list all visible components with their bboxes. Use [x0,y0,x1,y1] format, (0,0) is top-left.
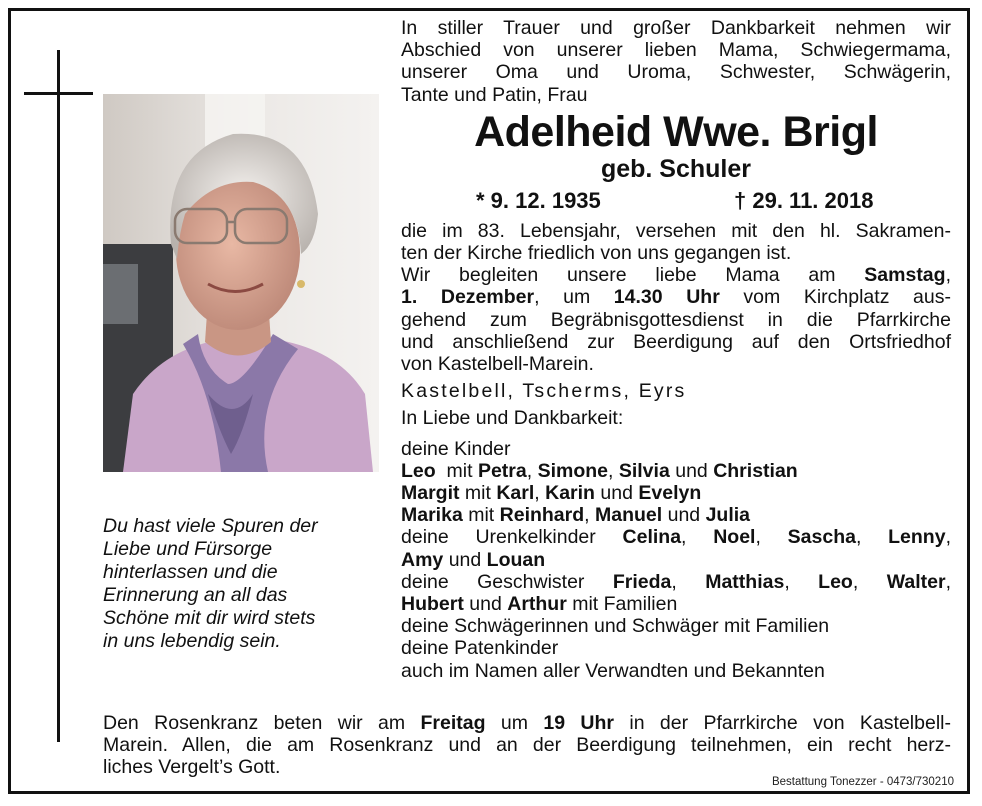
family-line: auch im Namen aller Verwandten und Bekannten [401,659,825,682]
relative-name: Amy [401,548,444,571]
children-label: deine Kinder [401,437,511,460]
great-grandchildren-label: deine Urenkelkinder [401,526,596,549]
relative-name: Walter [886,570,946,593]
poem-line: hinterlassen und die [103,561,278,583]
relative-name: Hubert [401,593,464,616]
deceased-name: Adelheid Wwe. Brigl [474,107,878,156]
death-date: † 29. 11. 2018 [734,187,874,213]
relative-name: Louan [486,548,546,571]
rosary-day: Freitag [420,712,486,734]
funeral-text: Wir begleiten unsere liebe Mama am [401,264,865,287]
family-line: Marika mit Reinhard, Manuel und Julia [401,504,751,527]
rosary-line: liches Vergelt’s Gott. [103,756,281,779]
relative-name: Karin [545,482,595,505]
connector: mit [468,504,495,527]
relative-name: Julia [705,504,751,527]
poem-line: Erinnerung an all das [103,584,288,606]
intro-line: In stiller Trauer und großer Dankbarkeit nehmen wir [401,17,951,39]
maiden-name: geb. Schuler [600,154,752,183]
poem-line: Schöne mit dir wird stets [103,607,316,629]
connector: und [469,593,502,616]
relative-name: Christian [713,459,798,482]
connector: und [600,482,633,505]
intro-line: Tante und Patin, Frau [401,83,588,106]
relative-name: Matthias [705,570,785,593]
portrait-photo [103,94,379,472]
rosary-text-part: um [485,712,544,734]
relative-name: Frieda [612,570,672,593]
funeral-text: vom Kirchplatz aus- [719,286,951,309]
relative-name: Leo [401,459,436,482]
family-line [401,549,951,571]
relative-name: Karl [496,482,535,505]
relative-name: Reinhard [499,504,585,527]
poem-line: in uns lebendig sein. [103,630,281,652]
relative-name: Silvia [618,459,670,482]
poem [103,515,373,653]
intro-line: Abschied von unserer lieben Mama, Schwiegermama, [401,39,951,62]
poem-line: Du hast viele Spuren der [103,515,318,537]
connector: mit [446,459,473,482]
relative-name: Celina [622,526,682,549]
main-text [401,17,951,682]
poem-line: Liebe und Fürsorge [103,538,273,560]
funeral-day: Samstag [864,264,946,287]
connector: und [675,459,708,482]
connector: mit [464,482,491,505]
love-line: In Liebe und Dankbarkeit: [401,407,624,430]
text-line: ten der Kirche friedlich von uns gegangen ist. [401,242,792,265]
siblings-label: deine Geschwister [401,570,585,593]
connector: und [667,504,701,527]
funeral-text: , [945,264,951,287]
funeral-text: , um [534,286,614,309]
life-dates [401,186,951,220]
family-line: deine Geschwister Frieda, Matthias, Leo, Walter, [401,570,951,593]
funeral-line: und anschließend zur Beerdigung auf den Ortsfriedhof [401,330,951,353]
family-line: deine Patenkinder [401,637,559,660]
text-line: die im 83. Lebensjahr, versehen mit den hl. Sakramen- [401,219,951,242]
relative-name: Lenny [888,526,946,549]
cross-vertical-bar [57,50,60,742]
connector: mit Familien [572,593,678,616]
rosary-time: 19 Uhr [543,712,614,734]
family-line [401,593,951,615]
relative-name: Marika [401,504,463,527]
funeral-time: 14.30 Uhr [613,286,720,309]
places: Kastelbell, Tscherms, Eyrs [401,380,687,403]
relative-name: Sascha [787,526,856,549]
family-line: deine Urenkelkinder Celina, Noel, Sascha, Lenny, [401,526,951,549]
rosary-line [103,712,951,734]
relative-name: Petra [477,459,527,482]
relative-name: Manuel [595,504,663,527]
rosary-text-part: in der Pfarrkirche von Kastelbell- [614,712,951,734]
funeral-line [401,286,951,308]
relative-name: Leo [818,570,853,593]
family-line: deine Schwägerinnen und Schwäger mit Familien [401,615,830,638]
funeral-line [401,264,951,286]
cross-horizontal-bar [24,92,93,95]
portrait-image [103,94,379,472]
rosary-text [103,712,951,779]
family-line: Margit mit Karl, Karin und Evelyn [401,482,702,505]
funeral-home-credit: Bestattung Tonezzer - 0473/730210 [771,776,954,788]
relative-name: Noel [713,526,756,549]
relative-name: Simone [537,459,608,482]
rosary-text-part: Den Rosenkranz beten wir am [103,712,421,734]
rosary-line: Marein. Allen, die am Rosenkranz und an der Beerdigung teilnehmen, ein recht herz- [103,734,951,757]
relative-name: Evelyn [638,482,702,505]
connector: und [448,548,482,571]
funeral-line: gehend zum Begräbnisgottesdienst in die Pfarrkirche [401,308,951,331]
relative-name: Arthur [507,593,567,616]
funeral-line: von Kastelbell-Marein. [401,353,594,376]
birth-date: * 9. 12. 1935 [476,187,601,213]
funeral-date: 1. Dezember [401,286,535,309]
relative-name: Margit [401,482,460,505]
family-line: Leo mit Petra, Simone, Silvia und Christian [401,459,798,482]
intro-line: unserer Oma und Uroma, Schwester, Schwägerin, [401,61,951,84]
